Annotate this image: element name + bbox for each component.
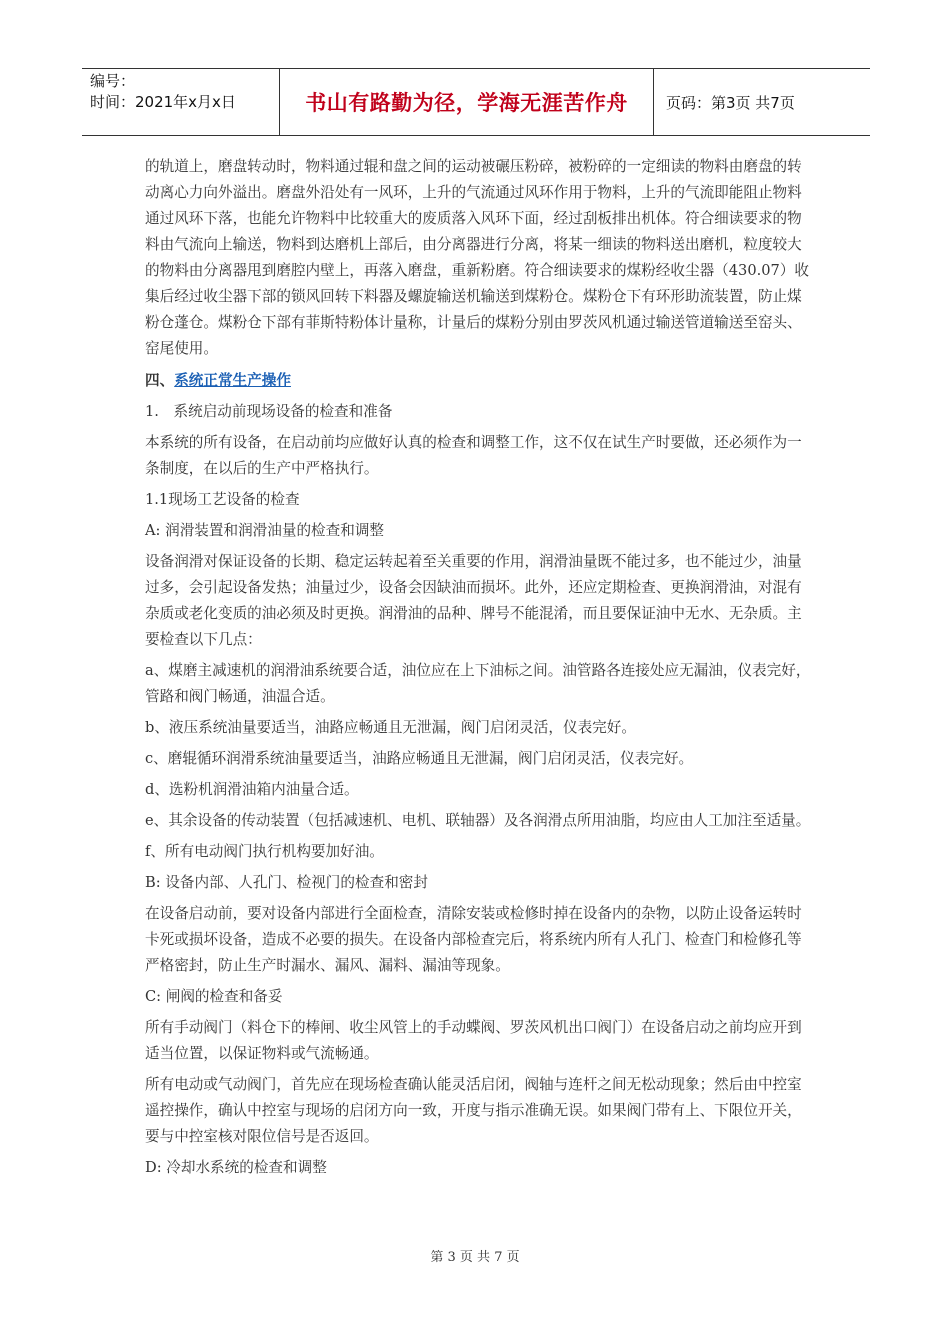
- item-d-heading: D: 冷却水系统的检查和调整: [145, 1159, 327, 1176]
- paragraph-manual-valves: 所有手动阀门（料仓下的棒闸、收尘风管上的手动蝶阀、罗茨风机出口阀门）在设备启动之前均应开到适当位置，以保证物料或气流畅通。: [145, 1019, 802, 1062]
- header-motto: 书山有路勤为径，学海无涯苦作舟: [280, 69, 654, 135]
- subsection-1-1-heading: 1.1现场工艺设备的检查: [145, 491, 300, 508]
- list-item-b: b、液压系统油量要适当，油路应畅通且无泄漏，阀门启闭灵活，仪表完好。: [145, 719, 636, 736]
- item-c-heading: C: 闸阀的检查和备妥: [145, 988, 283, 1005]
- section-heading: [145, 368, 815, 394]
- item-a-heading: A: 润滑装置和润滑油量的检查和调整: [145, 522, 385, 539]
- page-header: [82, 68, 870, 136]
- header-meta: [82, 69, 280, 135]
- paragraph-mill-process: 的轨道上，磨盘转动时，物料通过辊和盘之间的运动被碾压粉碎，被粉碎的一定细读的物料由磨盘的转动离心力向外溢出。磨盘外沿处有一风环，上升的气流通过风环作用于物料，上升的气流即能阻止物料通过风环下落，也能允许物料中比较重大的废质落入风环下面，经过刮板排出机体。符合细读要求的物料由气流向上输送，物料到达磨机上部后，由分离器进行分离，将某一细读的物料送出磨机，粒度较大的物料由分离器甩到磨腔内壁上，再落入磨盘，重新粉磨。符合细读要求的煤粉经收尘器（430.07）收集后经过收尘器下部的锁风回转下料器及螺旋输送机输送到煤粉仓。煤粉仓下有环形助流装置，防止煤粉仓蓬仓。煤粉仓下部有菲斯特粉体计量称，计量后的煤粉分别由罗茨风机通过输送管道输送至窑头、窑尾使用。: [145, 158, 810, 357]
- page-footer: 第 3 页 共 7 页: [430, 1250, 520, 1265]
- number-label: 编号：: [90, 72, 136, 90]
- list-item-a: a、煤磨主减速机的润滑油系统要合适，油位应在上下油标之间。油管路各连接处应无漏油，仪表完好，管路和阀门畅通，油温合适。: [145, 662, 811, 705]
- subsection-heading: 1. 系统启动前现场设备的检查和准备: [145, 403, 393, 420]
- section-number: 四、: [145, 372, 175, 389]
- section-title-link[interactable]: 系统正常生产操作: [174, 372, 291, 389]
- paragraph-intro: 本系统的所有设备，在启动前均应做好认真的检查和调整工作，这不仅在试生产时要做，还必须作为一条制度，在以后的生产中严格执行。: [145, 434, 802, 477]
- item-b-heading: B: 设备内部、人孔门、检视门的检查和密封: [145, 874, 428, 891]
- paragraph-lubrication: 设备润滑对保证设备的长期、稳定运转起着至关重要的作用，润滑油量既不能过多，也不能过少，油量过多，会引起设备发热；油量过少，设备会因缺油而损坏。此外，还应定期检查、更换润滑油，对混有杂质或老化变质的油必须及时更换。润滑油的品种、牌号不能混淆，而且要保证油中无水、无杂质。主要检查以下几点：: [145, 553, 802, 648]
- paragraph-inspection: 在设备启动前，要对设备内部进行全面检查，清除安装或检修时掉在设备内的杂物，以防止设备运转时卡死或损坏设备，造成不必要的损失。在设备内部检查完后，将系统内所有人孔门、检查门和检修孔等严格密封，防止生产时漏水、漏风、漏料、漏油等现象。: [145, 905, 802, 974]
- time-label: 时间：2021年x月x日: [90, 93, 236, 111]
- paragraph-electric-valves: 所有电动或气动阀门，首先应在现场检查确认能灵活启闭，阀轴与连杆之间无松动现象；然后由中控室遥控操作，确认中控室与现场的启闭方向一致，开度与指示准确无误。如果阀门带有上、下限位开关，要与中控室核对限位信号是否返回。: [145, 1076, 802, 1145]
- header-page-info: 页码：第3页 共7页: [666, 93, 795, 112]
- list-item-d: d、选粉机润滑油箱内油量合适。: [145, 781, 359, 798]
- list-item-e: e、其余设备的传动装置（包括减速机、电机、联轴器）及各润滑点所用油脂，均应由人工加注至适量。: [145, 812, 811, 829]
- document-body: [145, 154, 815, 1186]
- list-item-c: c、磨辊循环润滑系统油量要适当，油路应畅通且无泄漏，阀门启闭灵活，仪表完好。: [145, 750, 694, 767]
- list-item-f: f、所有电动阀门执行机构要加好油。: [145, 843, 384, 860]
